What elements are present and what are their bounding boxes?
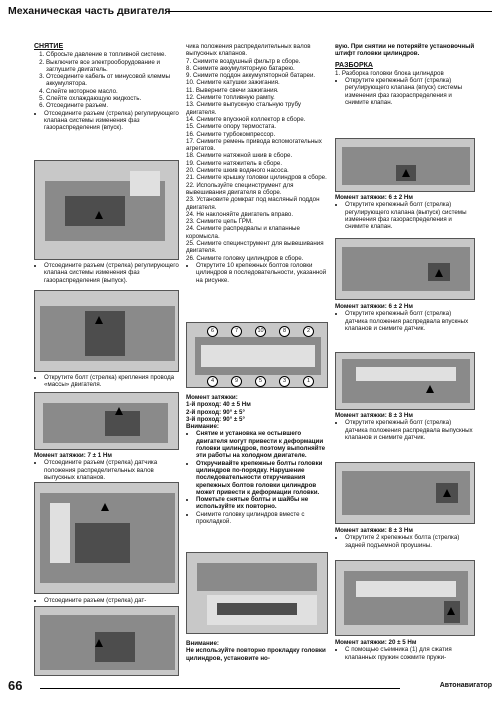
step: 24. Снимите распредвалы и клапанные коромысла. bbox=[186, 225, 300, 240]
seq-number: 10 bbox=[255, 326, 266, 337]
attention2-text: Не используйте повторно прокладку головки цилиндров, установите но- bbox=[186, 647, 326, 662]
arrow-icon bbox=[435, 269, 443, 277]
arrow-icon bbox=[426, 385, 434, 393]
torque-label: Момент затяжки: 6 ± 2 Нм bbox=[335, 303, 413, 310]
disassembly-bullet: • Открутите крепежный болт (стрелка) датчика положения распредвала впускных клапанов и снимите датчик. bbox=[345, 310, 475, 332]
seq-number: 8 bbox=[279, 326, 290, 337]
arrow-icon bbox=[402, 169, 410, 177]
head-photo-2 bbox=[335, 238, 475, 300]
head-photo-5 bbox=[335, 560, 475, 636]
step: 11. Выверните свечи зажигания. bbox=[186, 86, 279, 94]
column-3-bottom bbox=[335, 639, 475, 661]
removal-step: 6. Отсоедините разъем. bbox=[46, 102, 179, 109]
section-title-removal: СНЯТИЕ bbox=[34, 43, 64, 50]
seq-number: 5 bbox=[255, 376, 266, 387]
engine-photo-3 bbox=[34, 392, 179, 450]
continued-text: чика положения распределительных валов выпускных клапанов. bbox=[186, 43, 311, 58]
step: 7. Снимите воздушный фильтр в сборе. bbox=[186, 57, 301, 65]
removal-bullet: • Отсоедините разъем (стрелка) регулирующего клапана системы изменения фаз газораспределения (впуск). bbox=[44, 110, 179, 132]
step: 23. Установите домкрат под масляный поддон двигателя. bbox=[186, 196, 320, 211]
column-1-mid bbox=[34, 262, 179, 284]
torque-label: Момент затяжки: 20 ± 5 Нм bbox=[335, 639, 417, 646]
arrow-icon bbox=[95, 639, 103, 647]
page-header bbox=[0, 0, 500, 28]
attention2-title: Внимание: bbox=[186, 640, 219, 647]
disassembly-bullet: • Открутите крепежный болт (стрелка) регулирующего клапана (выпуск) системы изменения фаз газораспределения и снимите клапан. bbox=[345, 201, 475, 230]
removal-step: 1. Сбросьте давление в топливной системе. bbox=[46, 51, 179, 58]
removal-step: 3. Отсоедините кабель от минусовой клеммы аккумулятора. bbox=[46, 73, 179, 88]
bolt-bullet: • Открутите 10 крепежных болтов головки цилиндров в последовательности, указанной на рисунке. bbox=[196, 262, 328, 284]
column-3-block4 bbox=[335, 412, 475, 441]
attention-item: • Откручивайте крепежные болты головки цилиндров по-порядку. Нарушение последовательности откручивания крепежных болтов головки цилиндров может привести к деформации головки. bbox=[196, 460, 328, 496]
removal-bullet: • Открутите болт (стрелка) крепления провода «массы» двигателя. bbox=[44, 374, 179, 389]
step: 14. Снимите впускной коллектор в сборе. bbox=[186, 115, 306, 123]
step: 16. Снимите турбокомпрессор. bbox=[186, 130, 276, 138]
removal-bullet: • Отсоедините разъем (стрелка) дат- bbox=[44, 597, 179, 604]
engine-photo-2 bbox=[34, 290, 179, 372]
step: 10. Снимите катушки зажигания. bbox=[186, 79, 280, 87]
engine-photo-1 bbox=[34, 160, 179, 260]
seq-number: 3 bbox=[279, 376, 290, 387]
head-photo-1 bbox=[335, 138, 475, 192]
step: 13. Снимите выпускную стальную трубу двигателя. bbox=[186, 101, 301, 116]
removal-step: 4. Слейте моторное масло. bbox=[46, 88, 179, 95]
step: 17. Снимите ремень привода вспомогательных агрегатов. bbox=[186, 137, 322, 153]
attention-item: • Снятие и установка не остывшего двигателя могут привести к деформации головки цилиндров, поэтому выполняйте эти работы на холодном двигателе. bbox=[196, 430, 328, 459]
attention-item: • Пометьте снятые болты и шайбы не используйте их повторно. bbox=[196, 496, 328, 511]
arrow-icon bbox=[115, 407, 123, 415]
step: 12. Снимите топливную рампу. bbox=[186, 94, 275, 102]
torque-line: 1-й проход: 40 ± 5 Нм bbox=[186, 401, 251, 409]
torque-label: Момент затяжки: 6 ± 2 Нм bbox=[335, 194, 413, 201]
step: 15. Снимите опору термостата. bbox=[186, 123, 277, 131]
column-3-top bbox=[335, 43, 475, 106]
step: 21. Снимите крышку головки цилиндров в сборе. bbox=[186, 174, 327, 182]
step: 22. Используйте специнструмент для вывешивания двигателя в сборе. bbox=[186, 181, 294, 196]
step: 24. Не наклоняйте двигатель вправо. bbox=[186, 210, 294, 218]
section-title-disassembly: РАЗБОРКА bbox=[335, 61, 373, 69]
disassembly-bullet: • С помощью съемника (1) для сжатия клапанных пружин сожмите пружи- bbox=[345, 646, 475, 661]
step: 19. Снимите натяжитель в сборе. bbox=[186, 159, 283, 167]
column-2-bottom bbox=[186, 640, 328, 662]
removal-step: 5. Слейте охлаждающую жидкость. bbox=[46, 95, 179, 102]
torque-line: 2-й проход: 90° ± 5° bbox=[186, 408, 245, 416]
disassembly-bullet: • Открутите крепежный болт (стрелка) регулирующего клапана (впуск) системы изменения фаз газораспределения и снимите клапан. bbox=[345, 77, 475, 106]
removal-step: 2. Выключите все электрооборудование и заглушите двигатель. bbox=[46, 59, 179, 74]
seq-number: 1 bbox=[303, 376, 314, 387]
torque-label: Момент затяжки: 8 ± 3 Нм bbox=[335, 412, 413, 419]
step: 8. Снимите аккумуляторную батарею. bbox=[186, 64, 295, 72]
footer-rule bbox=[40, 688, 400, 689]
torque-label: Момент затяжки: 7 ± 1 Нм bbox=[34, 452, 112, 459]
column-1-bottom bbox=[34, 597, 179, 604]
arrow-icon bbox=[101, 503, 109, 511]
disassembly-bullet: • Открутите 2 крепежных болта (стрелка) задней подъемной проушины. bbox=[345, 534, 475, 549]
arrow-icon bbox=[95, 211, 103, 219]
column-3-block2 bbox=[335, 194, 475, 230]
seq-number: 9 bbox=[231, 376, 242, 387]
cylinder-head-sequence-diagram bbox=[186, 322, 328, 388]
disassembly-step: 1. Разборка головки блока цилиндров bbox=[335, 69, 444, 77]
attention-title: Внимание: bbox=[186, 423, 219, 431]
head-photo-4 bbox=[335, 462, 475, 524]
column-3-block5 bbox=[335, 527, 475, 549]
header-rule bbox=[168, 11, 492, 12]
arrow-icon bbox=[447, 607, 455, 615]
step: 18. Снимите натяжной шкив в сборе. bbox=[186, 152, 293, 160]
disassembly-bullet: • Открутите крепежный болт (стрелка) датчика положения распредвала выпускных клапанов и снимите датчик. bbox=[345, 419, 475, 441]
engine-photo-4 bbox=[34, 482, 179, 594]
column-2-top bbox=[186, 43, 328, 284]
removal-bullet: • Отсоедините разъем (стрелка) регулирующего клапана системы изменения фаз газораспределения (выпуск). bbox=[44, 262, 179, 284]
column-1-mid2 bbox=[34, 374, 179, 389]
seq-number: 4 bbox=[207, 376, 218, 387]
arrow-icon bbox=[95, 316, 103, 324]
column-3-block3 bbox=[335, 303, 475, 332]
step: 9. Снимите поддон аккумуляторной батареи. bbox=[186, 72, 316, 80]
head-gasket-photo bbox=[186, 552, 328, 634]
removal-bullet: • Отсоедините разъем (стрелка) датчика положения распределительных валов выпускных клапанов. bbox=[44, 459, 179, 481]
footer-brand: Автонавигатор bbox=[439, 682, 492, 689]
seq-number: 2 bbox=[303, 326, 314, 337]
torque-label: Момент затяжки: 8 ± 3 Нм bbox=[335, 527, 413, 534]
header-title: Механическая часть двигателя bbox=[8, 5, 171, 17]
torque-line: 3-й проход: 90° ± 5° bbox=[186, 415, 245, 423]
removal-steps bbox=[34, 51, 179, 109]
engine-photo-5 bbox=[34, 606, 179, 676]
attention-item: • Снимите головку цилиндров вместе с прокладкой. bbox=[196, 511, 328, 526]
torque-title: Момент затяжки: bbox=[186, 394, 238, 401]
seq-number: 6 bbox=[207, 326, 218, 337]
page-number: 66 bbox=[8, 678, 23, 693]
arrow-icon bbox=[443, 489, 451, 497]
attention-list bbox=[186, 430, 328, 525]
step: 25. Снимите специнструмент для вывешивания двигателя. bbox=[186, 240, 324, 255]
head-photo-3 bbox=[335, 352, 475, 410]
column-1-top bbox=[34, 43, 179, 132]
step: 23. Снимите цепь ГРМ. bbox=[186, 218, 253, 226]
intro-text: вую. При снятии не потеряйте установочный штифт головки цилиндров. bbox=[335, 43, 475, 58]
column-1-mid3 bbox=[34, 452, 179, 481]
step: 20. Снимите шкив водяного насоса. bbox=[186, 167, 289, 175]
column-2-mid bbox=[186, 394, 328, 525]
seq-number: 7 bbox=[231, 326, 242, 337]
step: 26. Снимите головку цилиндров в сборе. bbox=[186, 254, 304, 262]
